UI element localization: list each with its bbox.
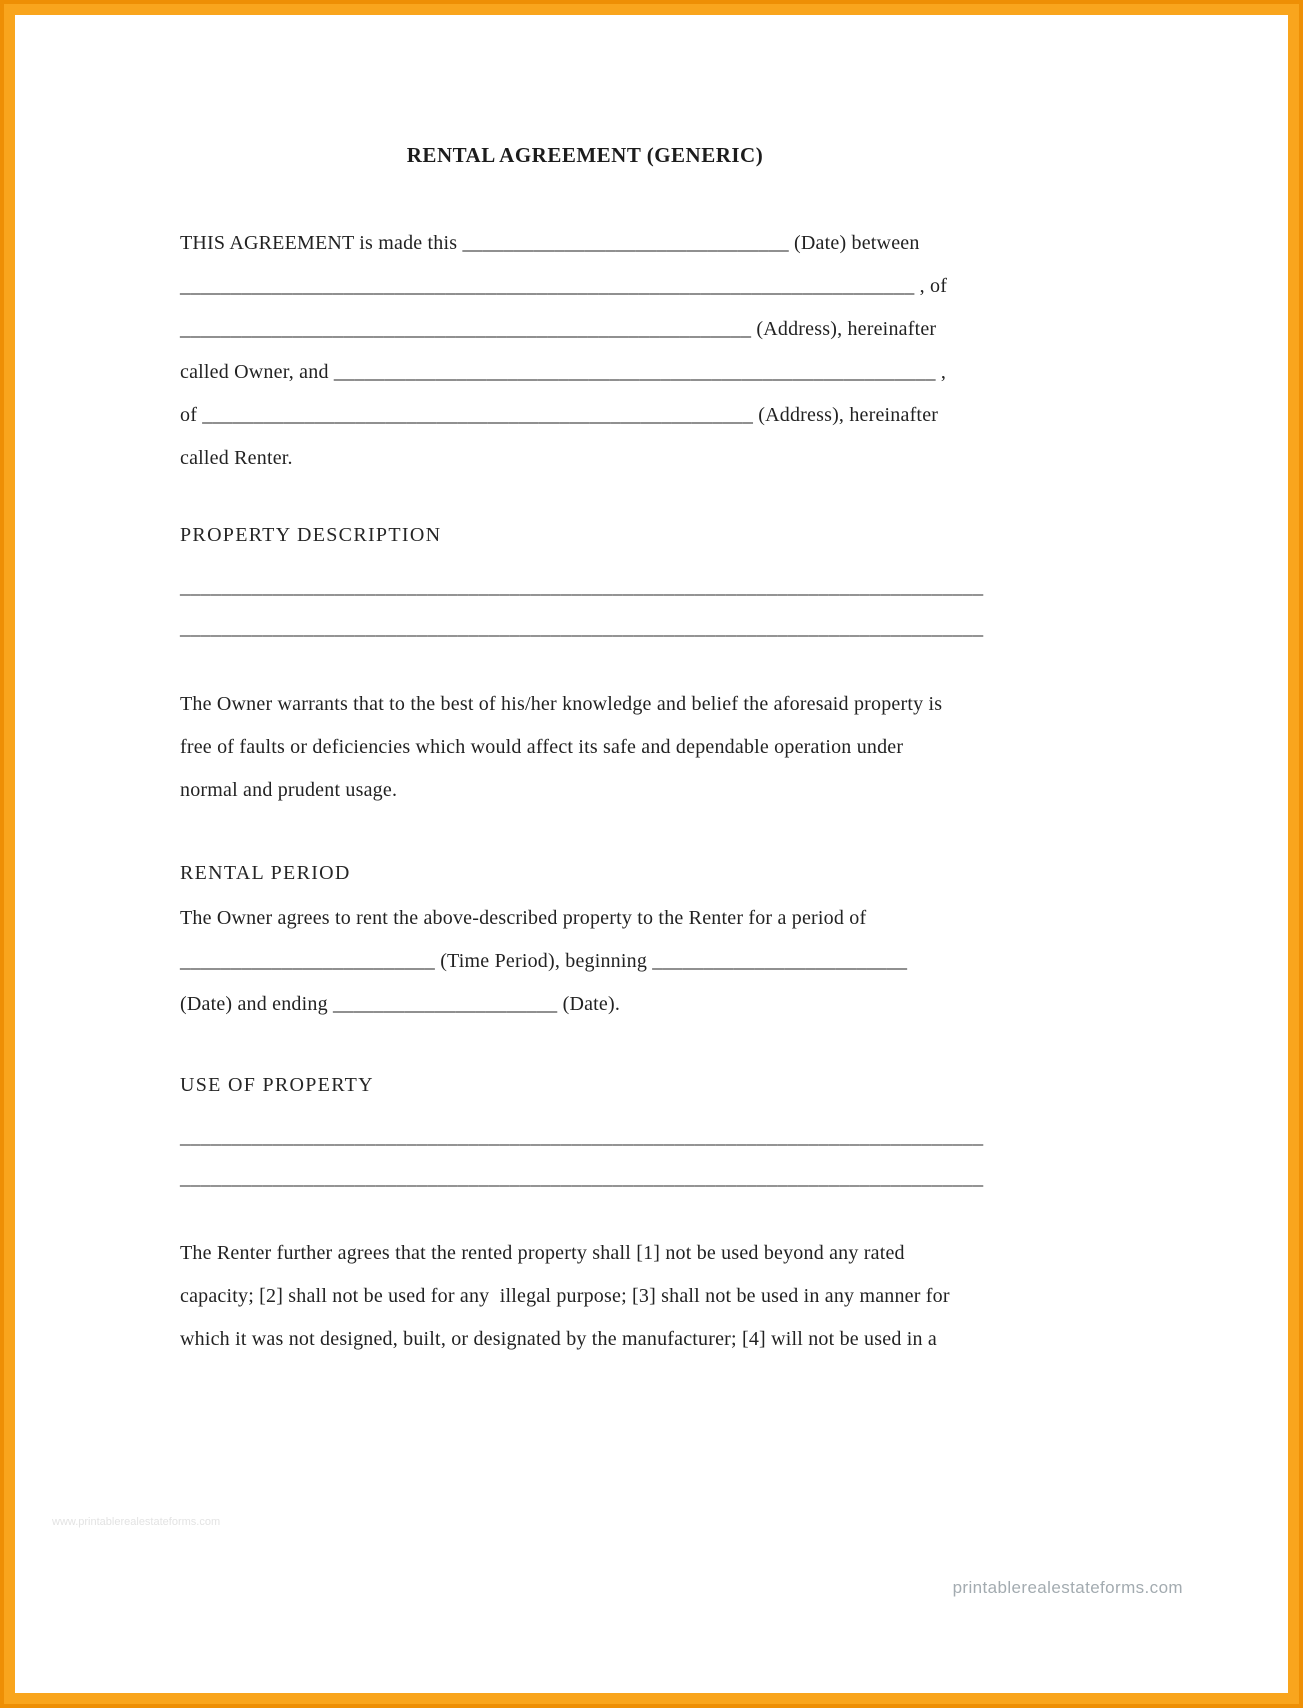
watermark-left: www.printablerealestateforms.com [52,1516,221,1528]
paragraph-line: ________________________________________________________________________ , of [180,275,948,297]
property-description-blanks [180,567,990,649]
use-of-property-blanks [180,1117,990,1199]
paragraph-line: _________________________ (Time Period), beginning _________________________ [180,950,908,972]
paragraph-line: (Date) and ending ______________________ (Date). [180,993,621,1015]
paragraph-line: The Owner warrants that to the best of his/her knowledge and belief the aforesaid property is [180,693,943,715]
paragraph-line: called Renter. [180,447,293,469]
paragraph-line: capacity; [2] shall not be used for any illegal purpose; [3] shall not be used in any manner for [180,1285,950,1307]
property-description-heading: PROPERTY DESCRIPTION [180,524,442,546]
paragraph-line: free of faults or deficiencies which would affect its safe and dependable operation under [180,736,904,758]
paragraph-line: called Owner, and ___________________________________________________________ , [180,361,947,383]
paragraph-line: The Owner agrees to rent the above-described property to the Renter for a period of [180,907,867,929]
paragraph-line: normal and prudent usage. [180,779,398,801]
blank-fill-line: ______________________________________________________________________________ [180,576,984,598]
document-content [180,0,990,1361]
blank-fill-line: ______________________________________________________________________________ [180,1167,984,1189]
paragraph-line: The Renter further agrees that the rented property shall [1] not be used beyond any rated [180,1242,905,1264]
paragraph-line: THIS AGREEMENT is made this ________________________________ (Date) between [180,232,920,254]
blank-fill-line: ______________________________________________________________________________ [180,1126,984,1148]
paragraph-line: which it was not designed, built, or designated by the manufacturer; [4] will not be used in a [180,1328,937,1350]
rental-period-paragraph [180,897,990,1026]
paragraph-line: of ______________________________________________________ (Address), hereinafter [180,404,939,426]
blank-fill-line: ______________________________________________________________________________ [180,617,984,639]
warranty-paragraph [180,683,990,812]
agreement-intro-paragraph [180,222,990,480]
rental-period-heading: RENTAL PERIOD [180,862,351,884]
document-title: RENTAL AGREEMENT (GENERIC) [406,143,764,167]
use-of-property-heading: USE OF PROPERTY [180,1074,374,1096]
watermark-right: printablerealestateforms.com [952,1578,1183,1597]
renter-terms-paragraph [180,1232,990,1361]
paragraph-line: ________________________________________________________ (Address), hereinafter [180,318,937,340]
